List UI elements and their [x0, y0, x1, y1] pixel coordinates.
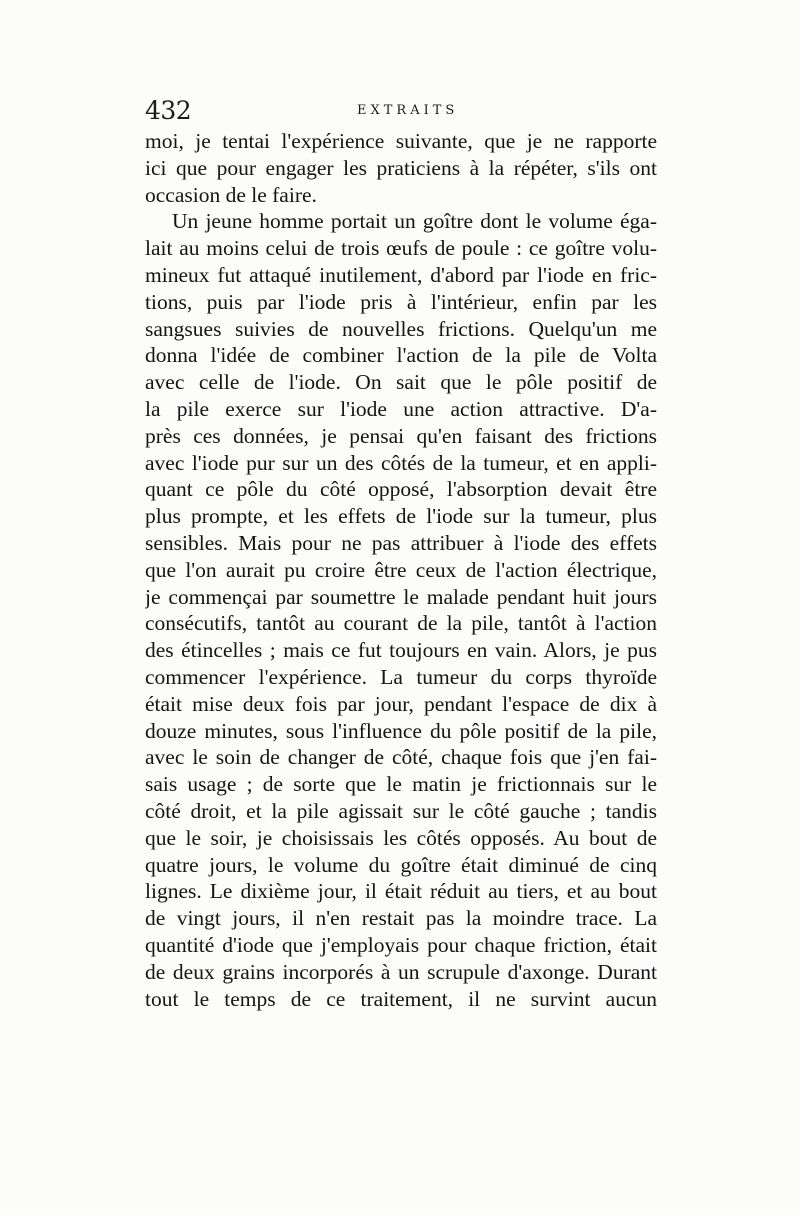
running-title: EXTRAITS [357, 103, 459, 118]
text-line: consécutifs, tantôt au courant de la pile, tantôt à l'action [145, 611, 657, 636]
text-line: de deux grains incorporés à un scrupule d'axonge. Durant [145, 959, 657, 984]
text-line: sensibles. Mais pour ne pas attribuer à l'iode des effets [145, 530, 657, 555]
body-text [145, 128, 657, 1012]
paragraph-first-line: Un jeune homme portait un goître dont le volume éga- [172, 209, 657, 234]
text-line: était mise deux fois par jour, pendant l'espace de dix à [145, 691, 657, 716]
text-line: plus prompte, et les effets de l'iode sur la tumeur, plus [145, 504, 657, 529]
text-line: avec l'iode pur sur un des côtés de la tumeur, et en appli- [145, 450, 657, 475]
text-line: sangsues suivies de nouvelles frictions. Quelqu'un me [145, 316, 657, 341]
text-line: lignes. Le dixième jour, il était réduit au tiers, et au bout [145, 879, 657, 904]
text-line: avec celle de l'iode. On sait que le pôle positif de [145, 370, 657, 395]
text-line: mineux fut attaqué inutilement, d'abord par l'iode en fric- [145, 262, 657, 287]
text-line: près ces données, je pensai qu'en faisant des frictions [145, 423, 657, 448]
text-line: tout le temps de ce traitement, il ne survint aucun [145, 986, 657, 1011]
text-line: de vingt jours, il n'en restait pas la moindre trace. La [145, 906, 657, 931]
text-line: quant ce pôle du côté opposé, l'absorption devait être [145, 477, 657, 502]
text-line: je commençai par soumettre le malade pendant huit jours [145, 584, 657, 609]
page-number: 432 [145, 96, 192, 125]
text-line: avec le soin de changer de côté, chaque fois que j'en fai- [145, 745, 657, 770]
text-line: que l'on aurait pu croire être ceux de l'action électrique, [145, 557, 657, 582]
text-line: quatre jours, le volume du goître était diminué de cinq [145, 852, 657, 877]
text-line: occasion de le faire. [145, 182, 317, 207]
text-line: que le soir, je choisissais les côtés opposés. Au bout de [145, 825, 657, 850]
text-line: moi, je tentai l'expérience suivante, que je ne rapporte [145, 129, 657, 153]
text-line: tions, puis par l'iode pris à l'intérieur, enfin par les [145, 289, 657, 314]
text-line: quantité d'iode que j'employais pour chaque friction, était [145, 932, 657, 957]
text-line: ici que pour engager les praticiens à la répéter, s'ils ont [145, 155, 657, 180]
text-line: lait au moins celui de trois œufs de poule : ce goître volu- [145, 236, 657, 261]
text-line: douze minutes, sous l'influence du pôle positif de la pile, [145, 718, 657, 743]
page-header [145, 96, 685, 126]
text-line: côté droit, et la pile agissait sur le côté gauche ; tandis [145, 798, 657, 823]
text-line: des étincelles ; mais ce fut toujours en vain. Alors, je pus [145, 638, 657, 663]
text-line: donna l'idée de combiner l'action de la pile de Volta [145, 343, 657, 368]
text-line: commencer l'expérience. La tumeur du corps thyroïde [145, 664, 657, 689]
text-line: sais usage ; de sorte que le matin je frictionnais sur le [145, 772, 657, 797]
text-line: la pile exerce sur l'iode une action attractive. D'a- [145, 396, 657, 421]
